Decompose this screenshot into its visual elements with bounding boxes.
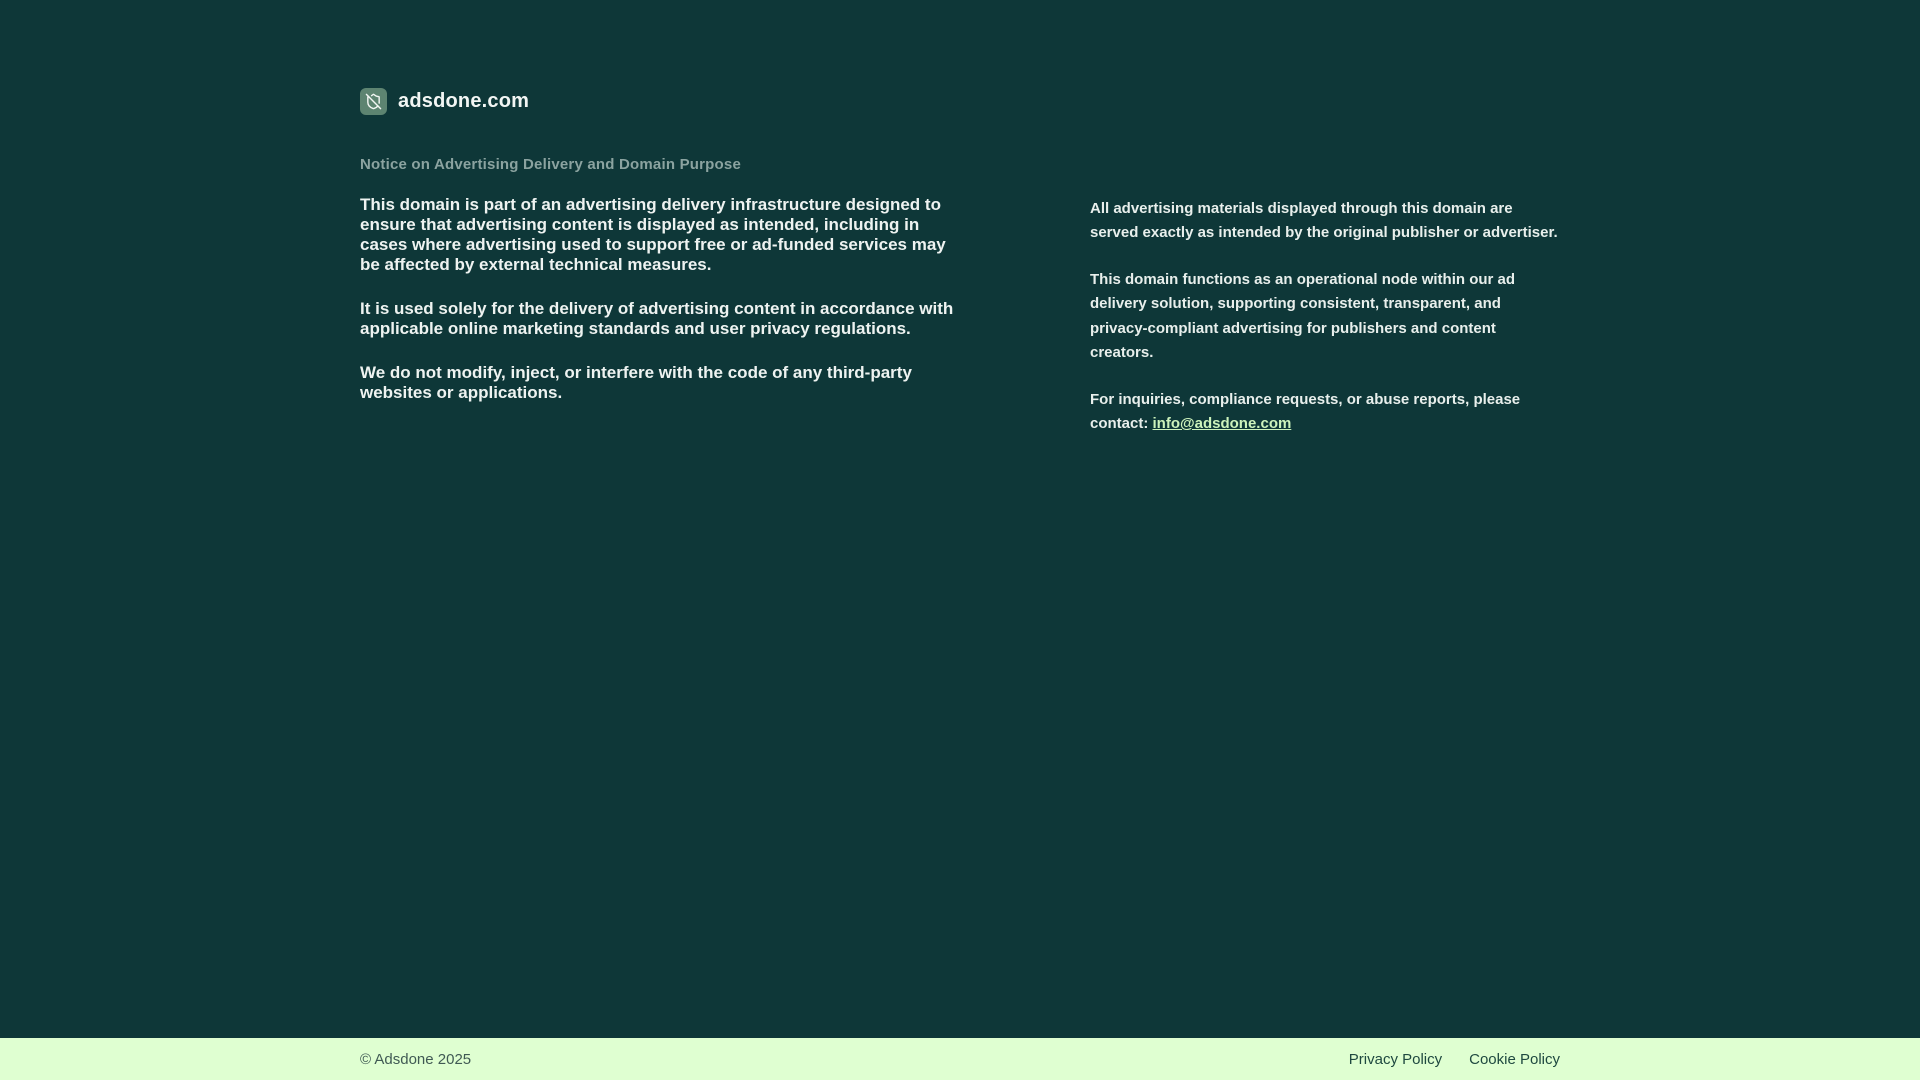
- contact-paragraph: [1090, 388, 1560, 437]
- footer: [0, 1038, 1920, 1080]
- right-column: [1090, 195, 1560, 459]
- right-paragraph-1: All advertising materials displayed through this domain are served exactly as intended by the original publisher or advertiser.: [1090, 200, 1558, 242]
- footer-inner: [360, 1038, 1560, 1080]
- contact-email-link[interactable]: info@adsdone.com: [1152, 415, 1292, 433]
- cookie-policy-link[interactable]: Cookie Policy: [1469, 1050, 1560, 1068]
- contact-text: For inquiries, compliance requests, or abuse reports, please contact:: [1090, 390, 1521, 433]
- left-column: [360, 195, 960, 427]
- left-paragraph-2: It is used solely for the delivery of advertising content in accordance with applicable online marketing standards and user privacy regulations.: [360, 299, 954, 338]
- notice-columns: [360, 195, 1560, 459]
- brand-logo-badge: [360, 88, 387, 115]
- left-paragraph-3: We do not modify, inject, or interfere with the code of any third-party websites or applications.: [360, 363, 912, 402]
- shield-off-icon: [365, 93, 382, 110]
- notice-heading: Notice on Advertising Delivery and Domain Purpose: [360, 156, 741, 173]
- page-content: [360, 0, 1560, 1038]
- copyright-text: © Adsdone 2025: [360, 1050, 472, 1068]
- privacy-policy-link[interactable]: Privacy Policy: [1348, 1050, 1443, 1068]
- left-paragraph-1: This domain is part of an advertising delivery infrastructure designed to ensure that advertising content is displayed as intended, including in cases where advertising used to support free or ad-funded services may be affected by external technical measures.: [360, 195, 946, 274]
- right-paragraph-2: This domain functions as an operational node within our ad delivery solution, supporting consistent, transparent, and privacy-compliant advertising for publishers and content creators.: [1090, 270, 1516, 362]
- brand: [360, 88, 1560, 115]
- footer-links: [1349, 1051, 1560, 1068]
- domain-title: adsdone.com: [398, 90, 530, 112]
